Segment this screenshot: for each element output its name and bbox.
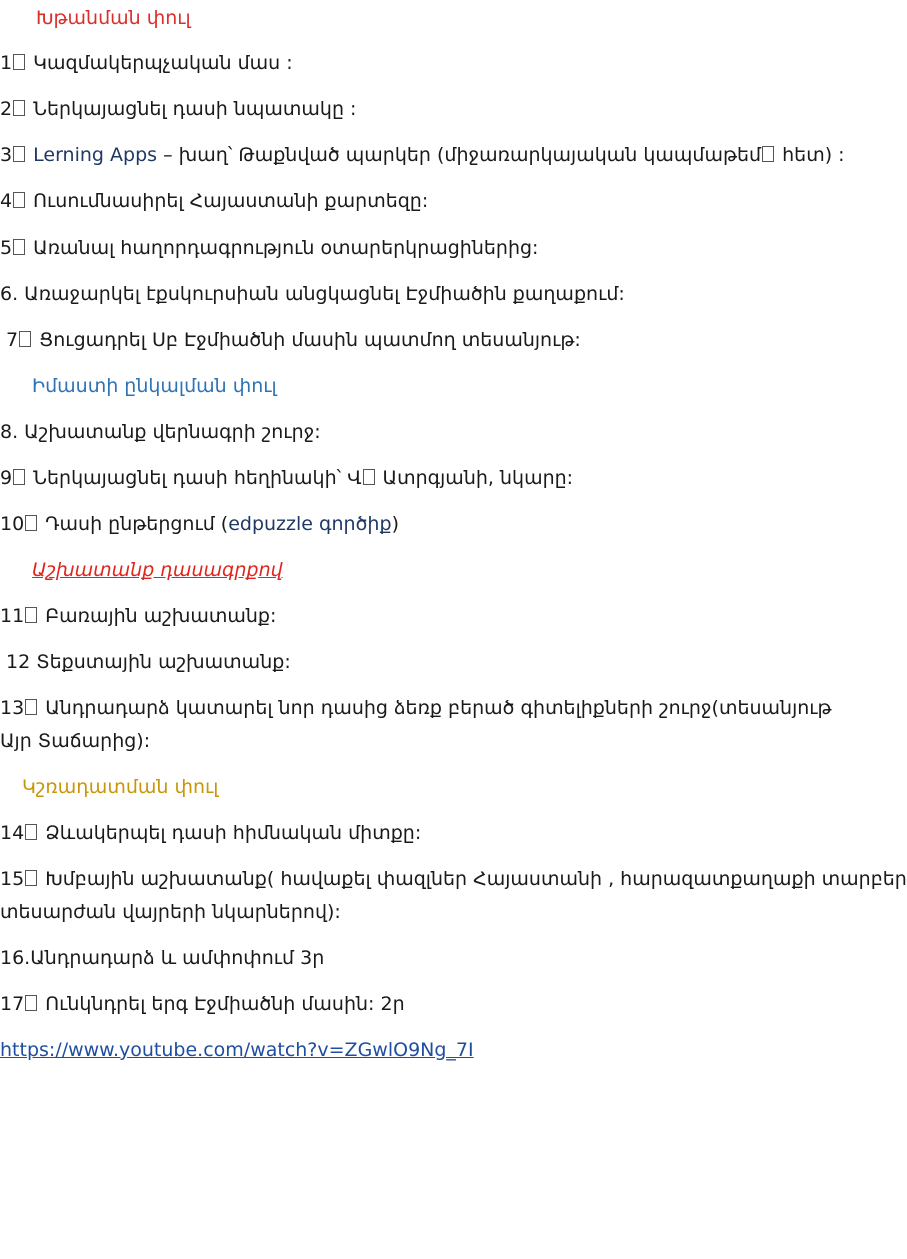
list-item-9 (0, 466, 573, 490)
youtube-link[interactable]: https://www.youtube.com/watch?v=ZGwlO9Ng_7I (0, 1039, 474, 1061)
missing-glyph-icon (13, 239, 25, 255)
missing-glyph-icon (25, 607, 37, 623)
list-item-15 (0, 867, 907, 891)
list-item-8: 8. Աշխատանք վերնագրի շուրջ: (0, 421, 321, 443)
missing-glyph-icon (363, 469, 375, 485)
item-text: Ձևակերպել դասի հիմնական միտքը: (39, 822, 422, 844)
heading-reflection-phase: Կշռադատման փուլ (22, 776, 219, 798)
item-number: 9 (0, 467, 13, 489)
list-item-12: 12 Տեքստային աշխատանք: (6, 651, 291, 673)
missing-glyph-icon (25, 995, 37, 1011)
item-number: 14 (0, 822, 25, 844)
item-text: Ցուցադրել Սբ Էջմիածնի մասին պատմող տեսանյութ: (39, 329, 581, 351)
missing-glyph-icon (13, 100, 25, 116)
item-text: խաղ՝ Թաքնված պարկեր (միջառարկայական կապմաթեմ (178, 144, 762, 166)
item-number: 2 (0, 98, 13, 120)
list-item-1 (0, 51, 293, 75)
list-item-10 (0, 512, 399, 536)
list-item-14 (0, 821, 421, 845)
missing-glyph-icon (762, 146, 774, 162)
item-number: 3 (0, 144, 13, 166)
heading-motivation-phase: Խթանման փուլ (36, 7, 191, 29)
item-close: ) (391, 513, 399, 535)
dash: – (157, 144, 179, 166)
missing-glyph-icon (25, 515, 37, 531)
list-item-7 (6, 328, 581, 352)
list-item-4 (0, 189, 428, 213)
heading-meaning-phase: Իմաստի ընկալման փուլ (32, 375, 277, 397)
heading-textbook-work: Աշխատանք դասագրքով (32, 559, 283, 581)
missing-glyph-icon (25, 870, 37, 886)
missing-glyph-icon (13, 54, 25, 70)
list-item-2 (0, 97, 356, 121)
item-text: Անդրադարձ կատարել նոր դասից ձեռք բերած գիտելիքների շուրջ(տեսանյութ (39, 697, 832, 719)
item-text: Ուսումնասիրել Հայաստանի քարտեզը: (33, 190, 429, 212)
item-number: 13 (0, 697, 25, 719)
item-text: Խմբային աշխատանք( հավաքել փազլներ Հայաստանի , հարազատքաղաքի տարբեր (39, 868, 907, 890)
missing-glyph-icon (25, 699, 37, 715)
item-text: Կազմակերպչական մաս : (33, 52, 293, 74)
item-text: Ունկնդրել երգ Էջմիածնի մասին: 2ր (39, 993, 405, 1015)
item-text: Ներկայացնել դասի հեղինակի՝ Վ (27, 467, 362, 489)
list-item-13-continuation: Այր Տաճարից): (0, 730, 151, 752)
item-text: Ներկայացնել դասի նպատակը : (33, 98, 357, 120)
missing-glyph-icon (13, 469, 25, 485)
missing-glyph-icon (13, 146, 25, 162)
missing-glyph-icon (19, 331, 31, 347)
list-item-17 (0, 992, 405, 1016)
list-item-3 (0, 143, 845, 167)
list-item-11 (0, 604, 276, 628)
item-text: Առանալ հաղորդագրություն օտարերկրացիներից: (33, 237, 539, 259)
item-tail: հետ) : (776, 144, 845, 166)
list-item-16: 16.Անդրադարձ և ամփոփում 3ր (0, 947, 325, 969)
missing-glyph-icon (25, 824, 37, 840)
item-text: Բառային աշխատանք: (39, 605, 277, 627)
item-number: 15 (0, 868, 25, 890)
item-number: 5 (0, 237, 13, 259)
list-item-13 (0, 696, 832, 720)
item-number: 10 (0, 513, 25, 535)
list-item-5 (0, 236, 538, 260)
tool-name: edpuzzle գործիք (228, 513, 392, 535)
item-tail: Ատրգյանի, նկարը: (376, 467, 574, 489)
item-number: 11 (0, 605, 25, 627)
item-number: 7 (6, 329, 19, 351)
app-name: Lerning Apps (33, 144, 158, 166)
item-number: 1 (0, 52, 13, 74)
list-item-15-continuation: տեսարժան վայրերի նկարներով): (0, 901, 341, 923)
list-item-6: 6. Առաջարկել էքսկուրսիան անցկացնել Էջմիածին քաղաքում: (0, 283, 625, 305)
item-number: 17 (0, 993, 25, 1015)
item-text: Դասի ընթերցում ( (39, 513, 229, 535)
item-number: 4 (0, 190, 13, 212)
missing-glyph-icon (13, 192, 25, 208)
